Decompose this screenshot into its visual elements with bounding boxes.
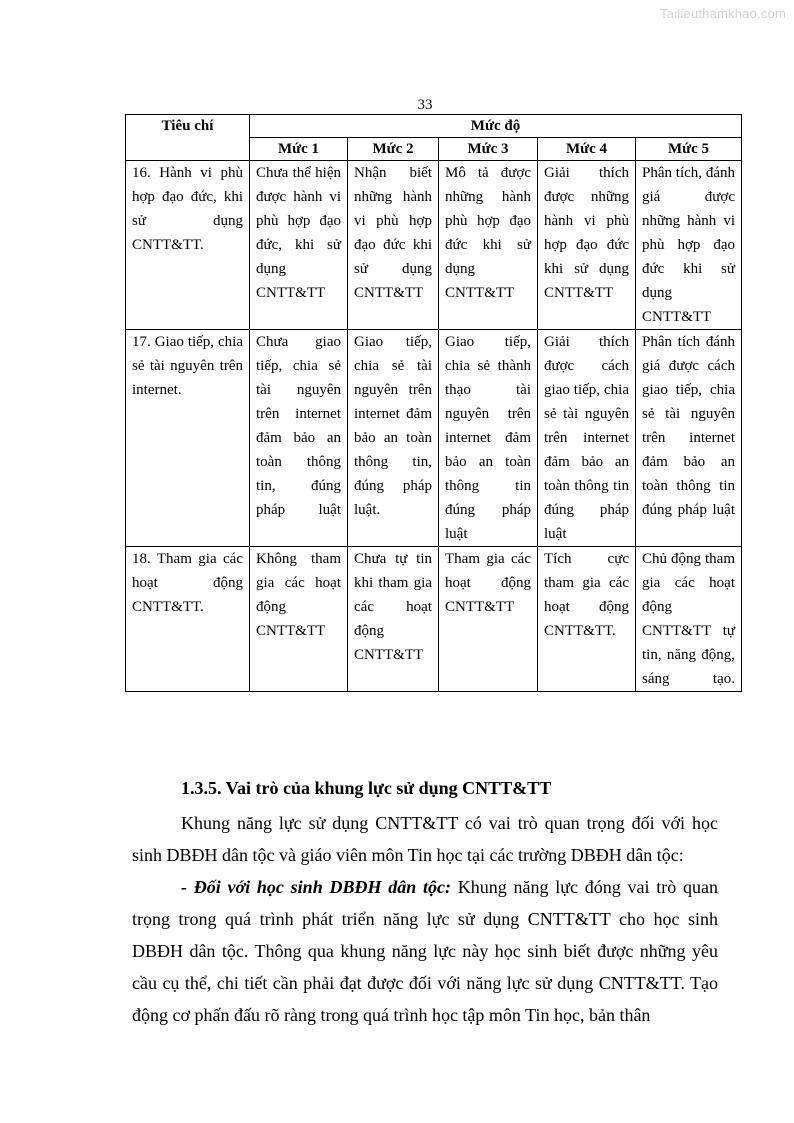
- header-level-5: Mức 5: [636, 138, 742, 161]
- paragraph-lead: - Đối với học sinh DBĐH dân tộc:: [181, 877, 451, 897]
- level-cell: Giải thích được cách giao tiếp, chia sẻ tài nguyên trên internet đảm bảo an toàn thông tin đúng pháp luật: [538, 330, 636, 547]
- level-cell: Giải thích được những hành vi phù hợp đạo đức khi sử dụng CNTT&TT: [538, 161, 636, 330]
- level-cell: Chưa thể hiện được hành vi phù hợp đạo đức, khi sử dụng CNTT&TT: [250, 161, 348, 330]
- criteria-table: [125, 114, 742, 692]
- table-row: [126, 547, 742, 692]
- header-level-3: Mức 3: [439, 138, 538, 161]
- table-header-row: [126, 115, 742, 138]
- header-level-4: Mức 4: [538, 138, 636, 161]
- header-criteria: Tiêu chí: [126, 115, 250, 161]
- header-level-1: Mức 1: [250, 138, 348, 161]
- level-cell: Phân tích, đánh giá được những hành vi phù hợp đạo đức khi sử dụng CNTT&TT: [636, 161, 742, 330]
- table-row: [126, 161, 742, 330]
- paragraph: Khung năng lực sử dụng CNTT&TT có vai trò quan trọng đối với học sinh DBĐH dân tộc và giáo viên môn Tin học tại các trường DBĐH dân tộc:: [132, 813, 718, 865]
- paragraph: [132, 871, 718, 1031]
- level-cell: Mô tả được những hành phù hợp đạo đức khi sử dụng CNTT&TT: [439, 161, 538, 330]
- level-cell: Tham gia các hoạt động CNTT&TT: [439, 547, 538, 692]
- header-level-group: Mức độ: [250, 115, 742, 138]
- paragraph-text: Khung năng lực đóng vai trò quan trọng trong quá trình phát triển năng lực sử dụng CNTT&TT cho học sinh DBĐH dân tộc. Thông qua khung năng lực này học sinh biết được những yêu cầu cụ thể, chi tiết cần phải đạt được đối với năng lực sử dụng CNTT&TT. Tạo động cơ phấn đấu rõ ràng trong quá trình học tập môn Tin học, bản thân: [132, 877, 718, 1025]
- level-cell: Tích cực tham gia các hoạt động CNTT&TT.: [538, 547, 636, 692]
- watermark: Tailieuthamkhao.com: [660, 6, 786, 21]
- level-cell: Giao tiếp, chia sẻ thành thạo tài nguyên trên internet đảm bảo an toàn thông tin đúng pháp luật: [439, 330, 538, 547]
- level-cell: Không tham gia các hoạt động CNTT&TT: [250, 547, 348, 692]
- criterion-cell: 18. Tham gia các hoạt động CNTT&TT.: [126, 547, 250, 692]
- level-cell: Phân tích đánh giá được cách giao tiếp, chia sẻ tài nguyên trên internet đảm bảo an toàn thông tin đúng pháp luật: [636, 330, 742, 547]
- level-cell: Chủ động tham gia các hoạt động CNTT&TT tự tin, năng động, sáng tạo.: [636, 547, 742, 692]
- page-number: 33: [417, 97, 433, 113]
- level-cell: Chưa giao tiếp, chia sẻ tài nguyên trên internet đảm bảo an toàn thông tin, đúng pháp luật: [250, 330, 348, 547]
- criterion-cell: 17. Giao tiếp, chia sẻ tài nguyên trên internet.: [126, 330, 250, 547]
- level-cell: Giao tiếp, chia sẻ tài nguyên trên internet đảm bảo an toàn thông tin, đúng pháp luật.: [348, 330, 439, 547]
- header-level-2: Mức 2: [348, 138, 439, 161]
- section-heading: 1.3.5. Vai trò của khung lực sử dụng CNTT&TT: [181, 778, 552, 798]
- level-cell: Chưa tự tin khi tham gia các hoạt động CNTT&TT: [348, 547, 439, 692]
- section-content: [132, 773, 718, 1031]
- criterion-cell: 16. Hành vi phù hợp đạo đức, khi sử dụng CNTT&TT.: [126, 161, 250, 330]
- table-row: [126, 330, 742, 547]
- level-cell: Nhận biết những hành vi phù hợp đạo đức khi sử dụng CNTT&TT: [348, 161, 439, 330]
